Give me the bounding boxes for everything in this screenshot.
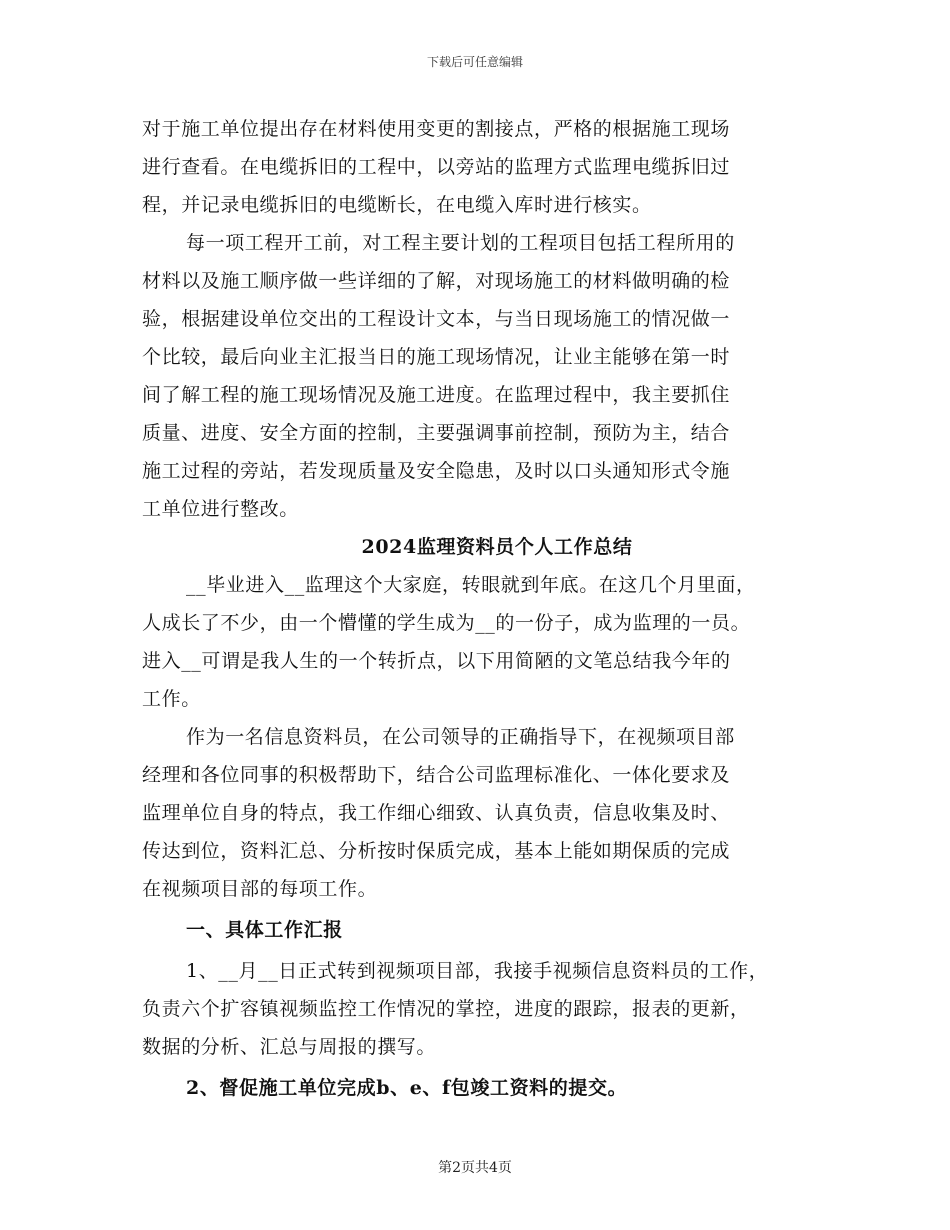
paragraph-line: 个比较，最后向业主汇报当日的施工现场情况，让业主能够在第一时 [142, 346, 731, 368]
paragraph-line: 每一项工程开工前，对工程主要计划的工程项目包括工程所用的 [186, 232, 735, 254]
section-heading: 2、督促施工单位完成b、e、f包竣工资料的提交。 [186, 1077, 628, 1099]
paragraph-line: 人成长了不少，由一个懵懂的学生成为__的一份子，成为监理的一员。 [142, 612, 751, 634]
paragraph-line: 质量、进度、安全方面的控制，主要强调事前控制，预防为主，结合 [142, 422, 731, 444]
paragraph-line: 在视频项目部的每项工作。 [142, 878, 378, 900]
paragraph-line: 1、__月__日正式转到视频项目部，我接手视频信息资料员的工作， [186, 960, 769, 982]
page-footer: 第2页共4页 [438, 1160, 512, 1176]
section-heading: 一、具体工作汇报 [186, 919, 343, 941]
paragraph-line: 工单位进行整改。 [142, 498, 299, 520]
section-title: 2024监理资料员个人工作总结 [361, 536, 633, 558]
paragraph-line: 施工过程的旁站，若发现质量及安全隐患，及时以口头通知形式令施 [142, 460, 731, 482]
paragraph-line: 数据的分析、汇总与周报的撰写。 [142, 1036, 437, 1058]
paragraph-line: 工作。 [142, 688, 201, 710]
page-header: 下载后可任意编辑 [426, 55, 523, 69]
paragraph-line: 材料以及施工顺序做一些详细的了解，对现场施工的材料做明确的检 [142, 270, 731, 292]
paragraph-line: 验，根据建设单位交出的工程设计文本，与当日现场施工的情况做一 [142, 308, 731, 330]
paragraph-line: 经理和各位同事的积极帮助下，结合公司监理标准化、一体化要求及 [142, 764, 731, 786]
paragraph-line: 间了解工程的施工现场情况及施工进度。在监理过程中，我主要抓住 [142, 384, 731, 406]
paragraph-line: 对于施工单位提出存在材料使用变更的割接点，严格的根据施工现场 [142, 118, 731, 140]
paragraph-line: 作为一名信息资料员，在公司领导的正确指导下，在视频项目部 [186, 726, 735, 748]
document-body [142, 110, 812, 1110]
paragraph-line: 进入__可谓是我人生的一个转折点，以下用简陋的文笔总结我今年的 [142, 650, 731, 672]
paragraph-line: 程，并记录电缆拆旧的电缆断长，在电缆入库时进行核实。 [142, 194, 652, 216]
paragraph-line: 负责六个扩容镇视频监控工作情况的掌控，进度的跟踪，报表的更新， [142, 998, 750, 1020]
paragraph-line: __毕业进入__监理这个大家庭，转眼就到年底。在这几个月里面， [186, 574, 756, 596]
paragraph-line: 传达到位，资料汇总、分析按时保质完成，基本上能如期保质的完成 [142, 840, 731, 862]
paragraph-line: 监理单位自身的特点，我工作细心细致、认真负责，信息收集及时、 [142, 802, 731, 824]
paragraph-line: 进行查看。在电缆拆旧的工程中，以旁站的监理方式监理电缆拆旧过 [142, 156, 731, 178]
